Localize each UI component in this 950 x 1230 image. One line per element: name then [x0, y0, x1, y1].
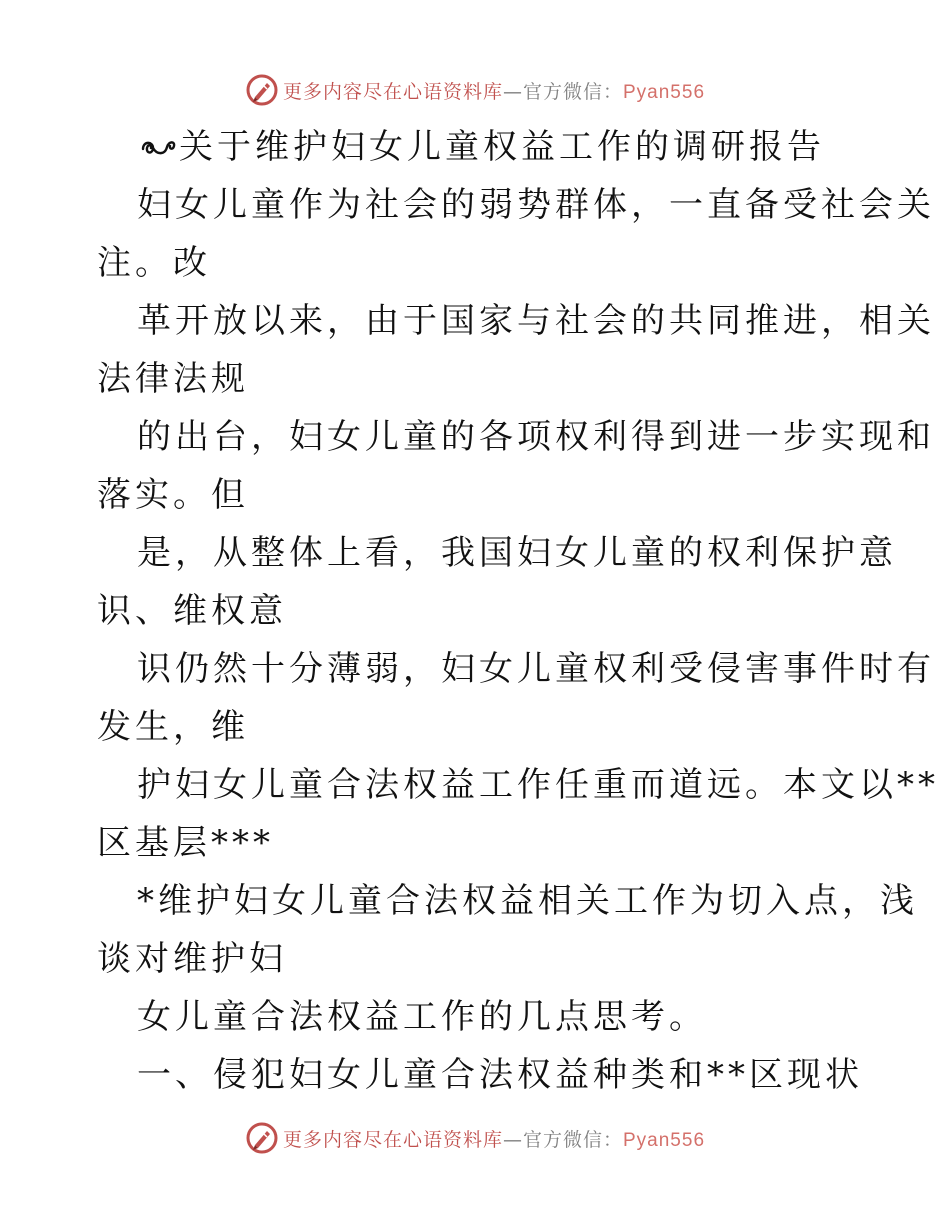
- text-line: 革开放以来，由于国家与社会的共同推进，相关: [137, 301, 935, 341]
- text-line: 注。改: [97, 243, 211, 283]
- banner-wechat-id: Pyan556: [623, 81, 706, 103]
- text-line: 妇女儿童作为社会的弱势群体，一直备受社会关: [137, 185, 935, 225]
- text-line: 落实。但: [97, 475, 249, 515]
- banner-wechat-id: Pyan556: [623, 1129, 706, 1151]
- text-line: 的出台，妇女儿童的各项权利得到进一步实现和: [137, 417, 935, 457]
- document-title: 关于维护妇女儿童权益工作的调研报告: [179, 127, 825, 167]
- text-line: 发生，维: [97, 707, 249, 747]
- text-line: 法律法规: [97, 359, 249, 399]
- banner-dash: —: [502, 1128, 523, 1151]
- document-body: [97, 118, 939, 1104]
- text-line: 是，从整体上看，我国妇女儿童的权利保护意: [137, 533, 897, 573]
- header-banner: [0, 70, 950, 110]
- pen-logo-icon: [245, 1121, 279, 1155]
- section-heading: 一、侵犯妇女儿童合法权益种类和**区现状: [137, 1055, 863, 1095]
- text-line: 区基层***: [97, 823, 274, 863]
- text-line: 护妇女儿童合法权益工作任重而道远。本文以**: [137, 765, 939, 805]
- text-line: 识仍然十分薄弱，妇女儿童权利受侵害事件时有: [137, 649, 935, 689]
- pen-logo-icon: [245, 73, 279, 107]
- banner-dash: —: [502, 80, 523, 103]
- banner-main-text: 更多内容尽在心语资料库: [282, 1128, 503, 1151]
- text-line: *维护妇女儿童合法权益相关工作为切入点，浅: [137, 881, 918, 921]
- banner-main-text: 更多内容尽在心语资料库: [282, 80, 503, 103]
- banner-wechat-label: 官方微信：: [522, 1128, 623, 1151]
- text-line: 识、维权意: [97, 591, 287, 631]
- document-title-line: [97, 118, 867, 176]
- text-line: 女儿童合法权益工作的几点思考。: [137, 997, 707, 1037]
- footer-banner: [0, 1118, 950, 1158]
- text-line: 谈对维护妇: [97, 939, 287, 979]
- flourish-bullet-icon: [137, 118, 179, 176]
- banner-wechat-label: 官方微信：: [522, 80, 623, 103]
